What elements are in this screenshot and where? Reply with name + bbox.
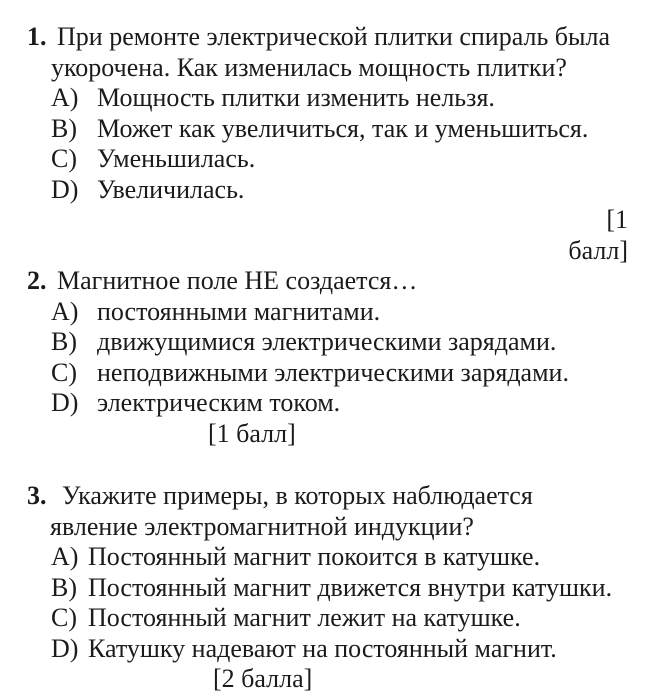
points-line-1: [1 балл] xyxy=(208,418,296,448)
question-3-number: 3. xyxy=(27,481,47,510)
points-line-2: балл] xyxy=(568,235,628,265)
option-text: Катушку надевают на постоянный магнит. xyxy=(88,633,557,663)
option-text: Постоянный магнит покоится в катушке. xyxy=(88,542,541,571)
question-2-option-a xyxy=(0,297,656,328)
question-2-option-d xyxy=(0,388,656,419)
question-1-option-d xyxy=(0,175,656,206)
question-1-text-line-2: укорочена. Как изменилась мощность плитки? xyxy=(51,52,567,82)
option-text: Постоянный магнит движется внутри катушки. xyxy=(88,572,613,602)
option-text: Может как увеличиться, так и уменьшиться. xyxy=(97,113,589,143)
question-1-text xyxy=(0,22,656,83)
option-letter: B) xyxy=(51,113,77,143)
option-text: движущимися электрическими зарядами. xyxy=(97,327,557,356)
question-3-option-b xyxy=(0,573,656,604)
question-2-text xyxy=(0,266,656,297)
question-3-points xyxy=(213,664,656,695)
option-text: Мощность плитки изменить нельзя. xyxy=(97,83,495,112)
question-3-text-line-2: явление электромагнитной индукции? xyxy=(50,511,474,541)
option-letter: C) xyxy=(51,144,77,173)
option-letter: A) xyxy=(51,542,79,571)
question-2-option-b xyxy=(0,327,656,358)
option-letter: B) xyxy=(51,572,77,602)
question-2-option-c xyxy=(0,358,656,389)
option-letter: C) xyxy=(51,603,77,632)
question-1-number: 1. xyxy=(27,22,47,51)
question-2-points xyxy=(208,419,656,450)
option-text: неподвижными электрическими зарядами. xyxy=(97,357,569,387)
question-3-option-a xyxy=(0,542,656,573)
option-letter: B) xyxy=(51,327,77,356)
option-letter: A) xyxy=(51,296,79,326)
question-2 xyxy=(0,266,656,449)
option-letter: C) xyxy=(51,357,77,387)
question-2-number: 2. xyxy=(27,266,47,295)
option-letter: D) xyxy=(51,633,79,663)
option-letter: D) xyxy=(51,174,79,204)
option-text: постоянными магнитами. xyxy=(97,296,381,326)
question-1-text-line-1: При ремонте электрической плитки спираль была xyxy=(57,22,611,51)
question-1-points xyxy=(0,205,656,266)
question-1-option-c xyxy=(0,144,656,175)
question-3-text-line-1: Укажите примеры, в которых наблюдается xyxy=(62,481,533,510)
option-letter: A) xyxy=(51,83,79,112)
question-2-text-line-1: Магнитное поле НЕ создается… xyxy=(57,266,418,295)
question-1-option-b xyxy=(0,114,656,145)
option-text: Уменьшилась. xyxy=(97,144,256,173)
option-text: Увеличилась. xyxy=(97,174,245,204)
points-line-1: [1 xyxy=(606,205,628,234)
option-letter: D) xyxy=(51,388,79,417)
question-3 xyxy=(0,481,656,695)
question-3-option-d xyxy=(0,634,656,665)
option-text: Постоянный магнит лежит на катушке. xyxy=(88,603,521,632)
points-line-1: [2 балла] xyxy=(213,664,313,693)
question-3-text xyxy=(0,481,656,542)
question-1 xyxy=(0,22,656,266)
question-3-option-c xyxy=(0,603,656,634)
option-text: электрическим током. xyxy=(97,388,341,417)
question-1-option-a xyxy=(0,83,656,114)
